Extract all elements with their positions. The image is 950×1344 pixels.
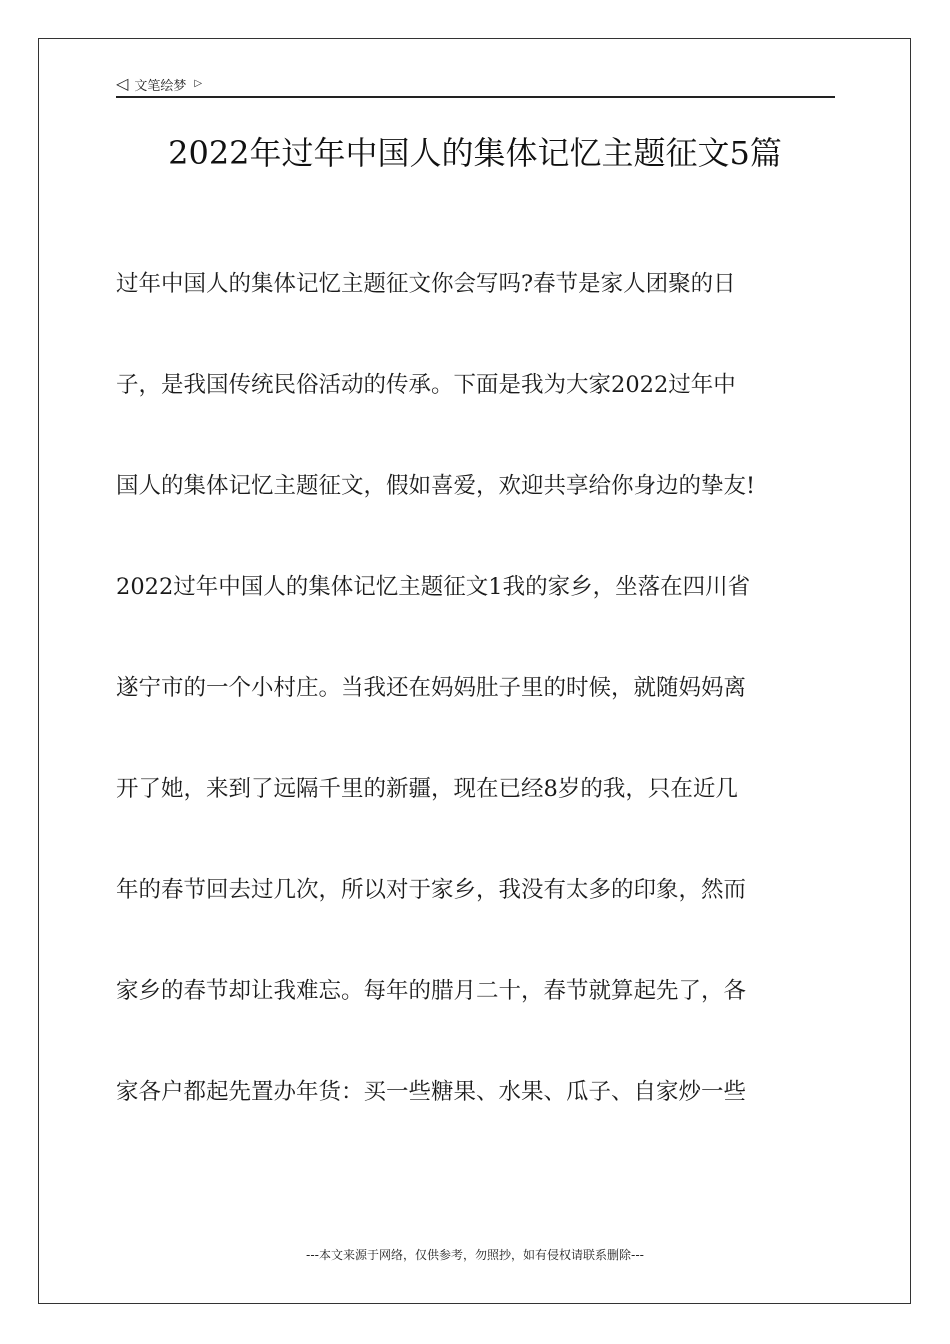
document-title: 2022年过年中国人的集体记忆主题征文5篇 bbox=[168, 134, 782, 172]
body-line: 家各户都起先置办年货：买一些糖果、水果、瓜子、自家炒一些 bbox=[116, 1079, 747, 1105]
triangle-right-icon: ▷ bbox=[194, 78, 203, 89]
body-line: 国人的集体记忆主题征文，假如喜爱，欢迎共享给你身边的挚友! bbox=[116, 473, 756, 499]
body-line: 2022过年中国人的集体记忆主题征文1我的家乡，坐落在四川省 bbox=[116, 574, 751, 600]
header-brand: 文笔绘梦 bbox=[134, 78, 187, 94]
triangle-left-icon: ◁ bbox=[116, 74, 129, 93]
body-line: 年的春节回去过几次，所以对于家乡，我没有太多的印象，然而 bbox=[116, 877, 747, 903]
body-line: 家乡的春节却让我难忘。每年的腊月二十，春节就算起先了，各 bbox=[116, 978, 747, 1004]
body-line: 过年中国人的集体记忆主题征文你会写吗?春节是家人团聚的日 bbox=[116, 271, 736, 297]
body-line: 遂宁市的一个小村庄。当我还在妈妈肚子里的时候，就随妈妈离 bbox=[116, 675, 747, 701]
header-bar bbox=[116, 72, 835, 98]
document-body bbox=[116, 255, 846, 1164]
body-line: 子，是我国传统民俗活动的传承。下面是我为大家2022过年中 bbox=[116, 372, 736, 398]
body-line: 开了她，来到了远隔千里的新疆，现在已经8岁的我，只在近几 bbox=[116, 776, 738, 802]
footer-disclaimer: ---本文来源于网络，仅供参考，勿照抄，如有侵权请联系删除--- bbox=[306, 1248, 644, 1262]
